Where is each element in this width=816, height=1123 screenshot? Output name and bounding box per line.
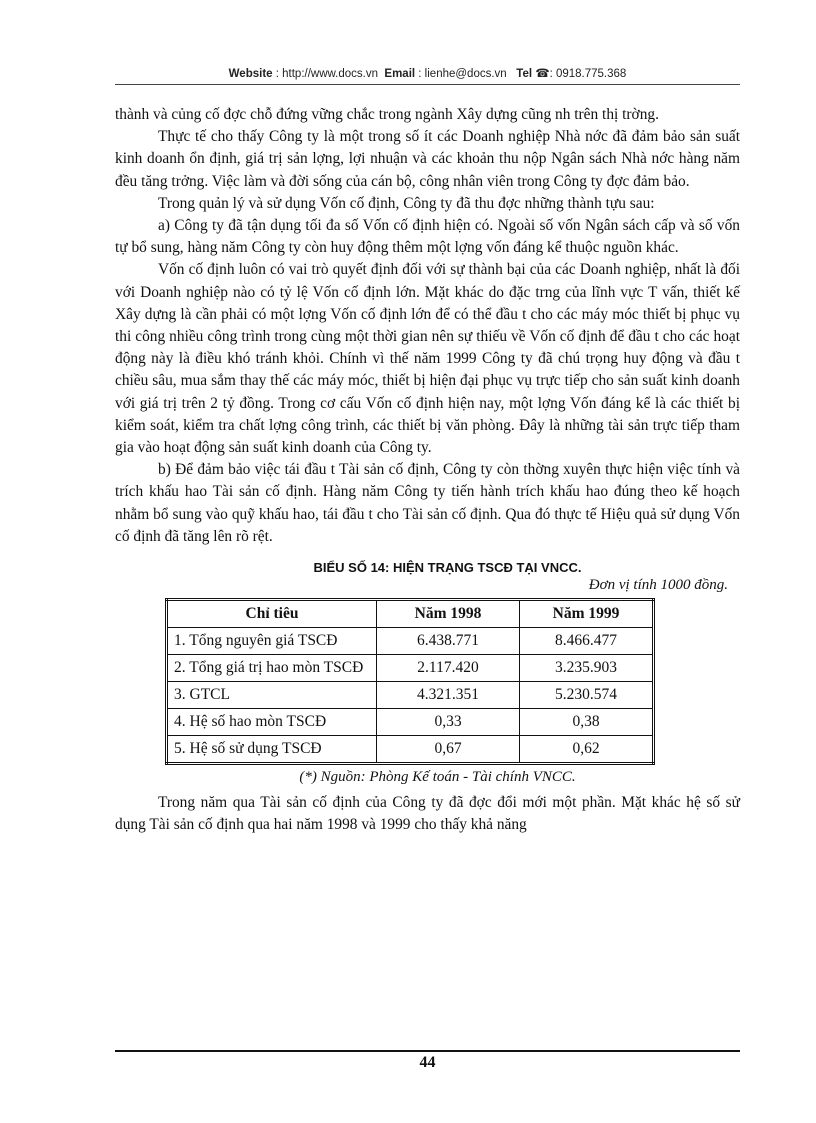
paragraph-4: a) Công ty đã tận dụng tối đa số Vốn cố định hiện có. Ngoài số vốn Ngân sách cấp và số vốn tự bổ sung, hàng năm Công ty còn huy động thêm một lợng vốn đáng kể thuộc nguồn khác. — [115, 217, 740, 257]
email-label: Email — [384, 68, 416, 80]
page-body — [115, 104, 740, 836]
paragraph-1: thành và củng cố đợc chỗ đứng vững chắc trong ngành Xây dựng cũng nh trên thị trờng. — [115, 106, 659, 123]
page-number: 44 — [419, 1054, 436, 1071]
page-header — [115, 66, 740, 80]
row-value-1999: 5.230.574 — [520, 682, 654, 709]
table-unit: Đơn vị tính 1000 đồng. — [588, 577, 728, 594]
table-row — [167, 682, 654, 709]
phone-icon: ☎ — [535, 68, 550, 80]
email-value: : lienhe@docs.vn — [418, 68, 507, 80]
row-value-1999: 8.466.477 — [520, 628, 654, 655]
table-source: (*) Nguồn: Phòng Kế toán - Tài chính VNCC. — [299, 769, 576, 786]
footer-divider — [115, 1050, 740, 1052]
table-row — [167, 709, 654, 736]
tel-label: Tel — [516, 68, 533, 80]
website-url: : http://www.docs.vn — [275, 68, 379, 80]
row-label: 3. GTCL — [167, 682, 377, 709]
table-row — [167, 736, 654, 764]
row-value-1998: 4.321.351 — [377, 682, 520, 709]
row-label: 1. Tổng nguyên giá TSCĐ — [167, 628, 377, 655]
header-divider — [115, 84, 740, 85]
paragraph-6: b) Để đảm bảo việc tái đầu t Tài sản cố định, Công ty còn thờng xuyên thực hiện việc tính và trích khấu hao Tài sản cố định. Hàng năm Công ty tiến hành trích khấu hao đúng theo kế hoạch nhằm bổ sung vào quỹ khấu hao, tái đầu t cho Tài sản cố định. Qua đó thực tế Hiệu quả sử dụng Vốn cố định đã tăng lên rõ rệt. — [115, 461, 740, 545]
row-label: 2. Tổng giá trị hao mòn TSCĐ — [167, 655, 377, 682]
header-chi-tieu: Chỉ tiêu — [167, 600, 377, 628]
table-row — [167, 655, 654, 682]
row-value-1999: 3.235.903 — [520, 655, 654, 682]
paragraph-3: Trong quản lý và sử dụng Vốn cố định, Công ty đã thu đợc những thành tựu sau: — [158, 194, 655, 212]
table-row — [167, 628, 654, 655]
row-value-1998: 0,67 — [377, 736, 520, 764]
closing-paragraph: Trong năm qua Tài sản cố định của Công ty đã đợc đổi mới một phần. Mặt khác hệ số sử dụng Tài sản cố định qua hai năm 1998 và 1999 cho thấy khả năng — [115, 794, 740, 834]
row-value-1999: 0,38 — [520, 709, 654, 736]
paragraph-5: Vốn cố định luôn có vai trò quyết định đối với sự thành bại của các Doanh nghiệp, nhất là đối với Doanh nghiệp nào có tỷ lệ Vốn cố định lớn. Mặt khác do đặc trng của lĩnh vực T vấn, thiết kế Xây dựng là cần phải có một lợng Vốn cố định lớn để có thể đầu t cho các máy móc thiết bị phục vụ thi công nhiều công trình trong cùng một thời gian nên sự thiếu về Vốn cố định để đầu t cho các hoạt động này là điều khó tránh khỏi. Chính vì thế năm 1999 Công ty đã chú trọng huy động và đầu t chiều sâu, mua sắm thay thế các máy móc, thiết bị hiện đại phục vụ trực tiếp cho sản suất kinh doanh với giá trị trên 2 tỷ đồng. Trong cơ cấu Vốn cố định hiện nay, một lợng Vốn đáng kể là các thiết bị kiểm soát, kiểm tra chất lợng công trình, các thiết bị văn phòng. Đây là những tài sản trực tiếp tham gia vào hoạt động sản suất kinh doanh của Công ty. — [115, 261, 740, 457]
table-title: BIỂU SỐ 14: HIỆN TRẠNG TSCĐ TẠI VNCC. — [313, 560, 582, 576]
row-value-1998: 6.438.771 — [377, 628, 520, 655]
website-label: Website — [228, 68, 273, 80]
table-header-row — [167, 600, 654, 628]
row-value-1998: 0,33 — [377, 709, 520, 736]
tscd-table — [165, 598, 655, 765]
tel-value: : 0918.775.368 — [549, 68, 627, 80]
header-nam-1998: Năm 1998 — [377, 600, 520, 628]
row-value-1998: 2.117.420 — [377, 655, 520, 682]
row-label: 5. Hệ số sử dụng TSCĐ — [167, 736, 377, 764]
header-nam-1999: Năm 1999 — [520, 600, 654, 628]
row-value-1999: 0,62 — [520, 736, 654, 764]
row-label: 4. Hệ số hao mòn TSCĐ — [167, 709, 377, 736]
paragraph-2: Thực tế cho thấy Công ty là một trong số ít các Doanh nghiệp Nhà nớc đã đảm bảo sản suất kinh doanh ổn định, giá trị sản lợng, lợi nhuận và các khoản thu nộp Ngân sách Nhà nớc hàng năm đều tăng trởng. Việc làm và đời sống của cán bộ, công nhân viên trong Công ty đợc đảm bảo. — [115, 128, 740, 190]
